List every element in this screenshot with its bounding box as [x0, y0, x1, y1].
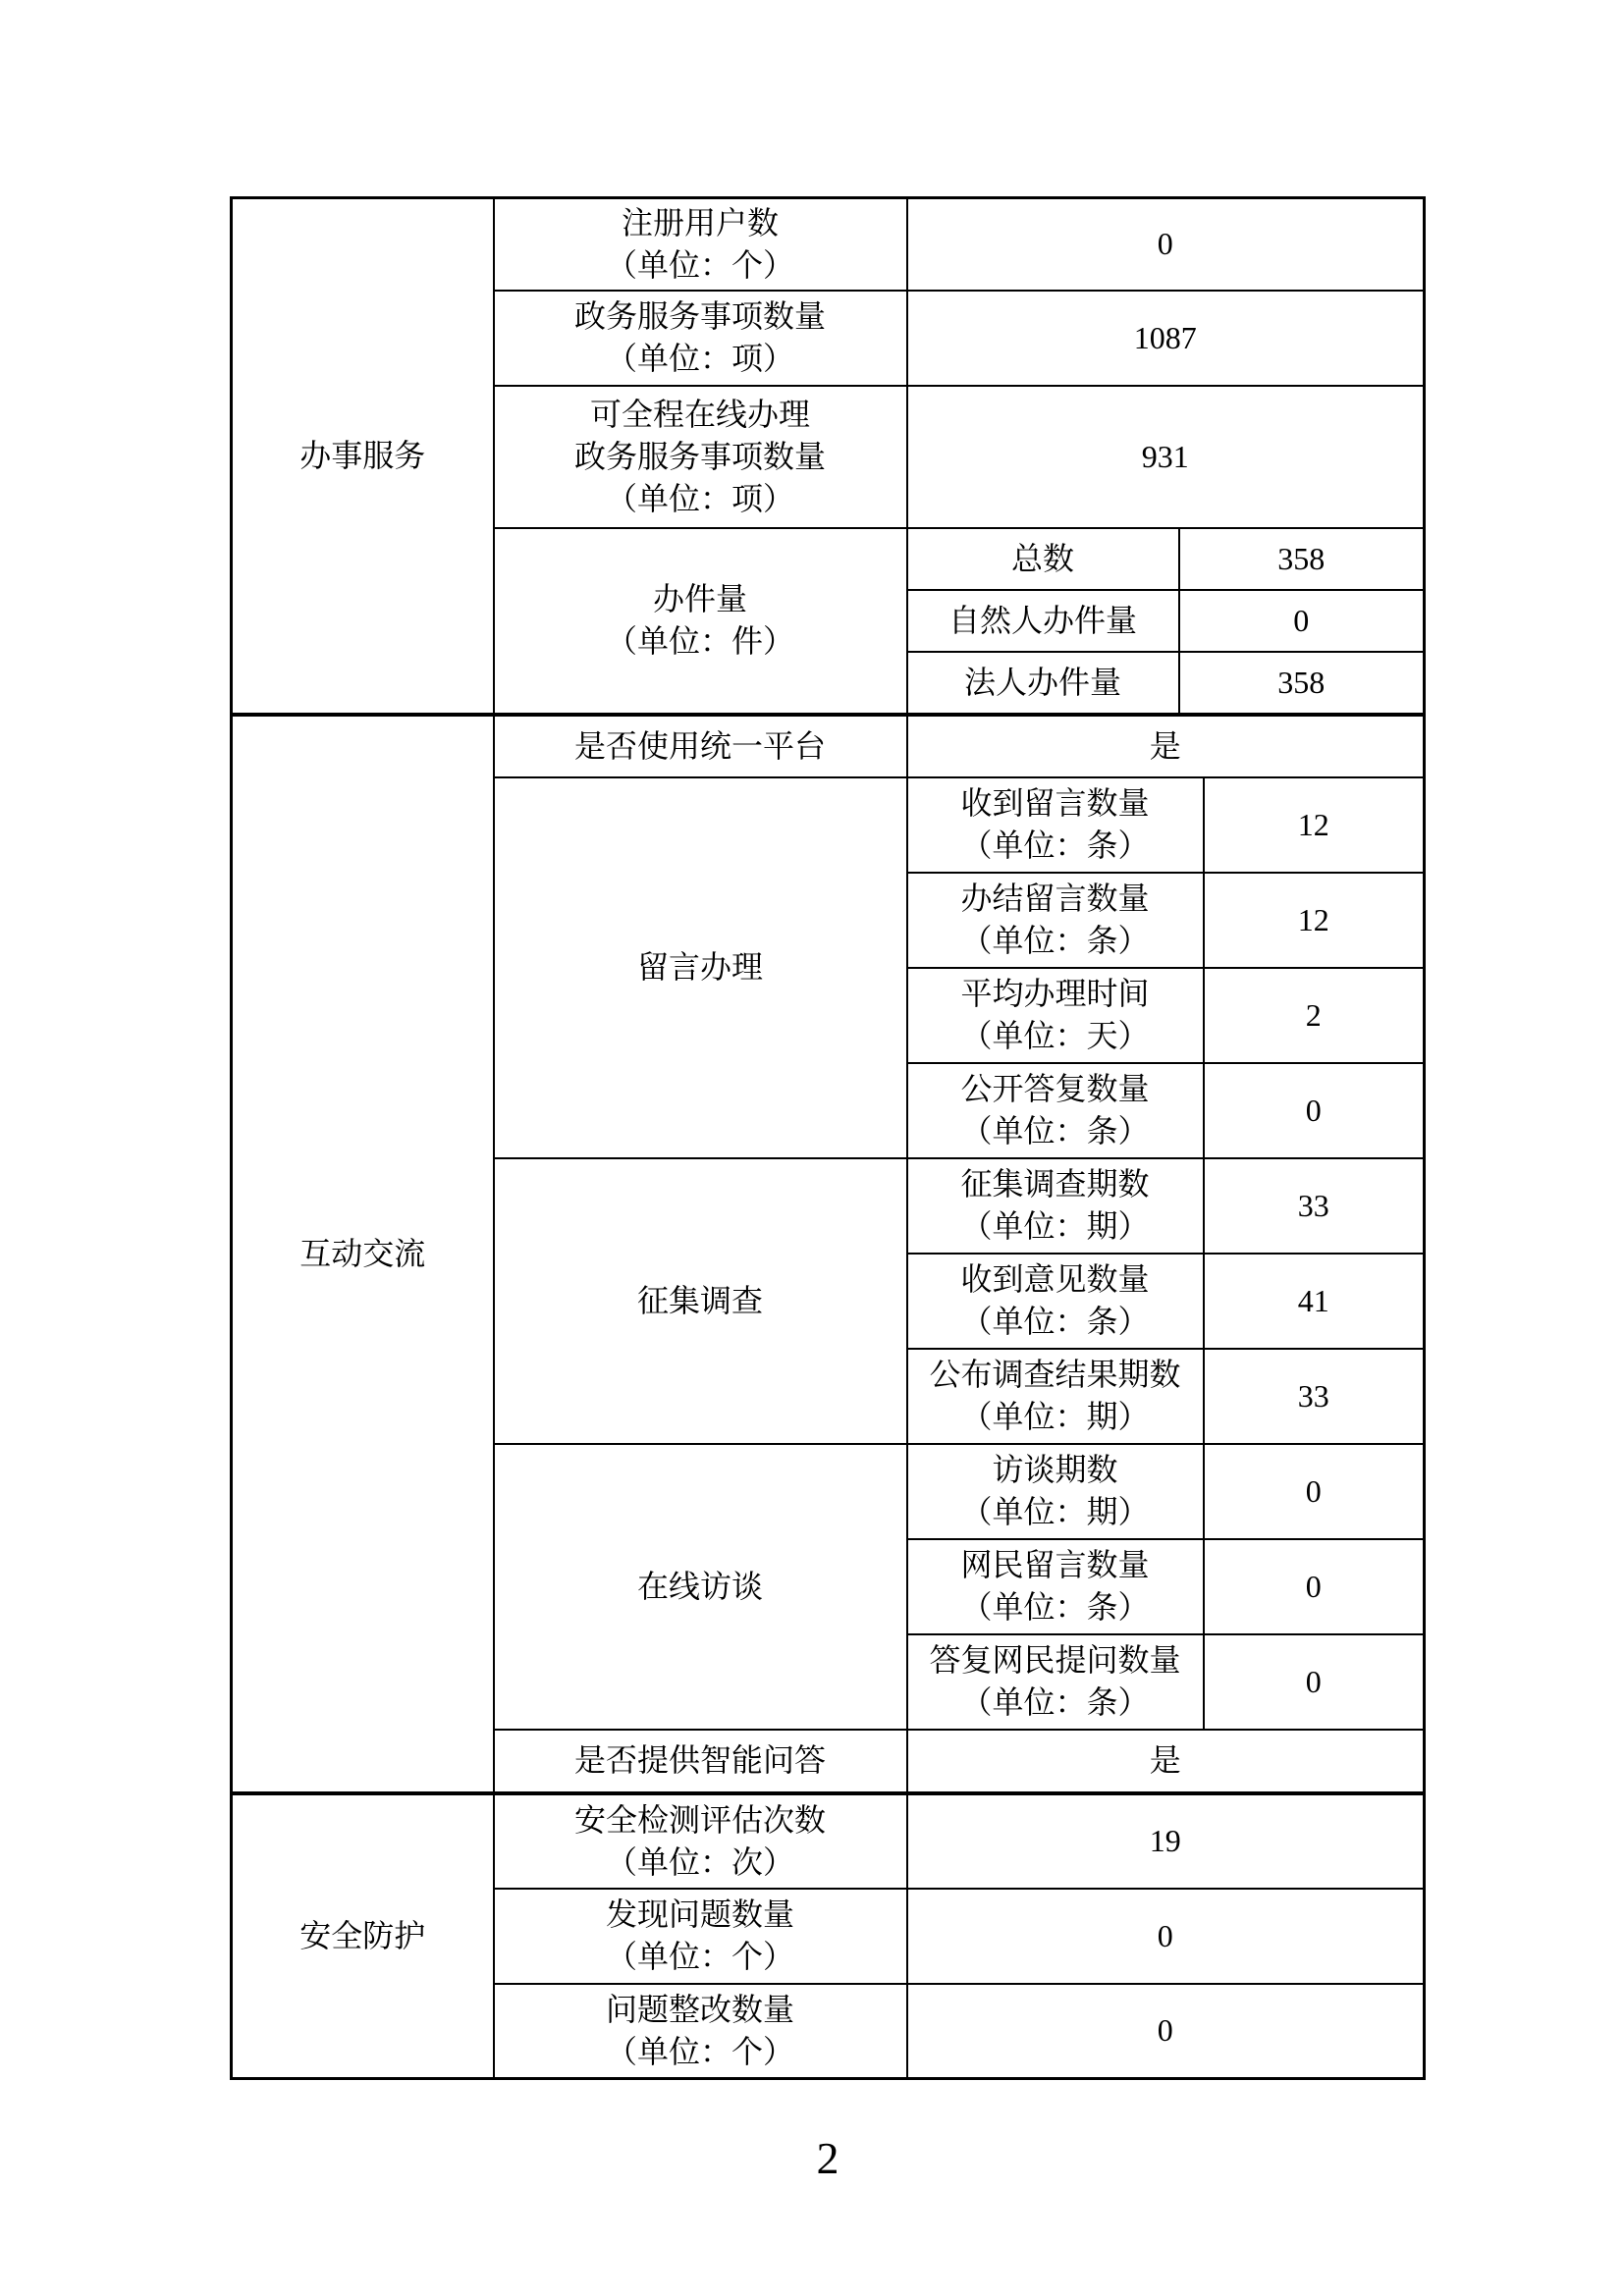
row-label: 在线访谈	[494, 1444, 907, 1730]
row-label: 留言办理	[494, 777, 907, 1158]
row-label	[494, 1889, 907, 1984]
label-line: （单位：项）	[605, 341, 794, 376]
subrow-value: 0	[1204, 1539, 1425, 1634]
category-cell-service	[232, 198, 494, 715]
subrow-value: 0	[1204, 1634, 1425, 1730]
row-label	[494, 1984, 907, 2079]
label-line: 公布调查结果期数	[929, 1357, 1181, 1392]
label-line: （单位：期）	[960, 1494, 1150, 1529]
subrow-value: 33	[1204, 1349, 1425, 1444]
label-line: 安全检测评估次数	[573, 1801, 826, 1838]
label-line: 答复网民提问数量	[929, 1642, 1181, 1678]
subrow-value: 12	[1204, 873, 1425, 968]
subrow-label	[907, 777, 1204, 873]
page-number: 2	[816, 2133, 839, 2183]
subrow-value: 0	[1204, 1444, 1425, 1539]
subrow-label	[907, 1539, 1204, 1634]
row-value: 1087	[907, 291, 1425, 386]
subrow-value: 33	[1204, 1158, 1425, 1254]
row-label	[494, 1793, 907, 1889]
label-line: （单位：项）	[605, 480, 794, 516]
label-line: （单位：件）	[605, 623, 794, 659]
label-line: （单位：期）	[960, 1208, 1150, 1244]
category-label: 互动交流	[299, 1235, 426, 1271]
subrow-value: 0	[1179, 590, 1425, 652]
row-label	[494, 198, 907, 291]
label-line: （单位：条）	[960, 1589, 1150, 1625]
table-row	[232, 715, 1425, 777]
subrow-label: 自然人办件量	[907, 590, 1179, 652]
label-line: 办结留言数量	[960, 881, 1150, 916]
row-label	[494, 528, 907, 715]
label-line: （单位：条）	[960, 1304, 1150, 1339]
label-line: 收到意见数量	[960, 1261, 1150, 1297]
table-row	[232, 198, 1425, 291]
subrow-label	[907, 1634, 1204, 1730]
subrow-value: 0	[1204, 1063, 1425, 1158]
label-line: （单位：条）	[960, 923, 1150, 958]
label-line: （单位：条）	[960, 828, 1150, 863]
label-line: 问题整改数量	[605, 1991, 794, 2027]
subrow-label: 法人办件量	[907, 652, 1179, 715]
label-line: （单位：次）	[605, 1843, 794, 1880]
subrow-label	[907, 1158, 1204, 1254]
subrow-value: 358	[1179, 652, 1425, 715]
row-label: 征集调查	[494, 1158, 907, 1444]
row-label: 是否使用统一平台	[494, 715, 907, 777]
label-line: 收到留言数量	[960, 785, 1150, 821]
label-line: 平均办理时间	[960, 976, 1150, 1011]
subrow-label: 总数	[907, 528, 1179, 590]
label-line: 访谈期数	[992, 1452, 1118, 1487]
label-line: （单位：个）	[605, 246, 794, 283]
row-value: 0	[907, 1984, 1425, 2079]
subrow-label	[907, 968, 1204, 1063]
label-line: 发现问题数量	[605, 1896, 794, 1932]
report-table	[230, 196, 1426, 2080]
label-line: 可全程在线办理	[589, 396, 810, 432]
label-line: 办件量	[652, 581, 747, 616]
row-value: 是	[907, 1730, 1425, 1793]
label-line: （单位：个）	[605, 1939, 794, 1974]
row-label: 是否提供智能问答	[494, 1730, 907, 1793]
label-line: 征集调查期数	[960, 1166, 1150, 1201]
label-line: 政务服务事项数量	[573, 298, 826, 334]
row-label	[494, 386, 907, 528]
category-cell-interaction	[232, 715, 494, 1793]
label-line: 政务服务事项数量	[573, 438, 826, 474]
label-line: （单位：期）	[960, 1399, 1150, 1434]
row-value: 0	[907, 1889, 1425, 1984]
label-line: （单位：天）	[960, 1018, 1150, 1053]
row-label	[494, 291, 907, 386]
category-cell-security	[232, 1793, 494, 2079]
row-value: 0	[907, 198, 1425, 291]
subrow-label	[907, 1349, 1204, 1444]
label-line: 网民留言数量	[960, 1547, 1150, 1582]
label-line: 注册用户数	[621, 204, 779, 240]
row-value: 19	[907, 1793, 1425, 1889]
subrow-value: 358	[1179, 528, 1425, 590]
label-line: （单位：条）	[960, 1113, 1150, 1148]
label-line: （单位：个）	[605, 2033, 794, 2069]
subrow-label	[907, 1254, 1204, 1349]
subrow-value: 12	[1204, 777, 1425, 873]
label-line: 公开答复数量	[960, 1071, 1150, 1106]
category-label: 安全防护	[299, 1917, 426, 1953]
subrow-label	[907, 1063, 1204, 1158]
subrow-label	[907, 1444, 1204, 1539]
label-line: （单位：条）	[960, 1684, 1150, 1720]
row-value: 931	[907, 386, 1425, 528]
category-label: 办事服务	[299, 437, 426, 473]
subrow-label	[907, 873, 1204, 968]
row-value: 是	[907, 715, 1425, 777]
subrow-value: 41	[1204, 1254, 1425, 1349]
subrow-value: 2	[1204, 968, 1425, 1063]
table-row	[232, 1793, 1425, 1889]
